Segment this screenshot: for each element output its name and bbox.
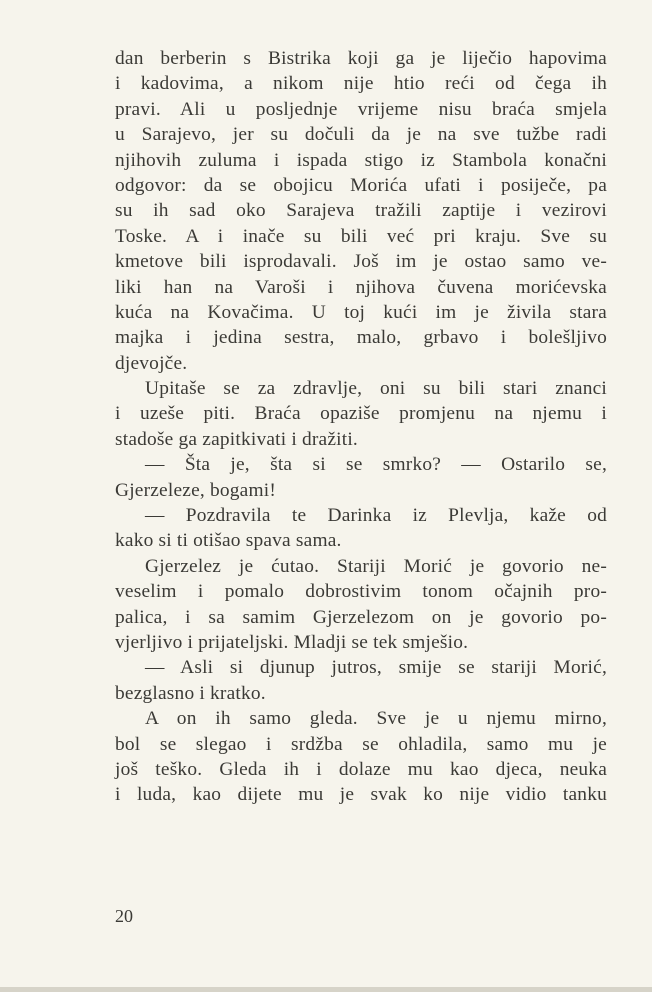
text-line: palica, i sa samim Gjerzelezom on je govorio po- xyxy=(115,606,607,628)
page-number: 20 xyxy=(115,906,133,926)
text-line: Upitaše se za zdravlje, oni su bili stari znanci xyxy=(145,378,607,400)
text-line: Gjerzelez je ćutao. Stariji Morić je govorio ne- xyxy=(145,555,607,577)
text-line: stadoše ga zapitkivati i dražiti. xyxy=(115,428,358,450)
page-bottom-edge xyxy=(0,987,652,992)
text-line: pravi. Ali u posljednje vrijeme nisu braća smjela xyxy=(115,98,607,120)
text-line: u Sarajevo, jer su dočuli da je na sve tužbe radi xyxy=(115,124,607,146)
text-line: — Šta je, šta si se smrko? — Ostarilo se, xyxy=(145,454,607,476)
text-line: — Pozdravila te Darinka iz Plevlja, kaže od xyxy=(145,505,607,527)
text-line: i kadovima, a nikom nije htio reći od čega ih xyxy=(115,73,607,95)
text-line: kako si ti otišao spava sama. xyxy=(115,530,342,552)
text-line: njihovih zuluma i ispada stigo iz Stambola konačni xyxy=(115,149,607,171)
text-line: bezglasno i kratko. xyxy=(115,682,266,704)
text-line: bol se slegao i srdžba se ohladila, samo mu je xyxy=(115,733,607,755)
text-line: kmetove bili isprodavali. Još im je ostao samo ve- xyxy=(115,251,607,273)
text-line: kuća na Kovačima. U toj kući im je živila stara xyxy=(115,301,607,323)
text-line: i luda, kao dijete mu je svak ko nije vidio tanku xyxy=(115,784,607,806)
body-text xyxy=(115,46,607,808)
text-line: i uzeše piti. Braća opaziše promjenu na njemu i xyxy=(115,403,607,425)
text-line: još teško. Gleda ih i dolaze mu kao djeca, neuka xyxy=(115,758,607,780)
text-line: djevojče. xyxy=(115,352,188,374)
text-line: liki han na Varoši i njihova čuvena morićevska xyxy=(115,276,607,298)
text-line: majka i jedina sestra, malo, grbavo i bolešljivo xyxy=(115,327,607,349)
text-line: su ih sad oko Sarajeva tražili zaptije i vezirovi xyxy=(115,200,607,222)
text-line: dan berberin s Bistrika koji ga je liječio hapovima xyxy=(115,48,607,69)
text-line: vjerljivo i prijateljski. Mladji se tek smješio. xyxy=(115,631,469,653)
text-line: Toske. A i inače su bili već pri kraju. Sve su xyxy=(115,225,607,247)
text-line: odgovor: da se obojicu Morića ufati i posiječe, pa xyxy=(115,174,607,196)
text-line: A on ih samo gleda. Sve je u njemu mirno, xyxy=(145,708,607,730)
text-line: Gjerzeleze, bogami! xyxy=(115,479,276,501)
text-line: — Asli si djunup jutros, smije se stariji Morić, xyxy=(145,657,607,679)
text-line: veselim i pomalo dobrostivim tonom očajnih pro- xyxy=(115,581,607,603)
